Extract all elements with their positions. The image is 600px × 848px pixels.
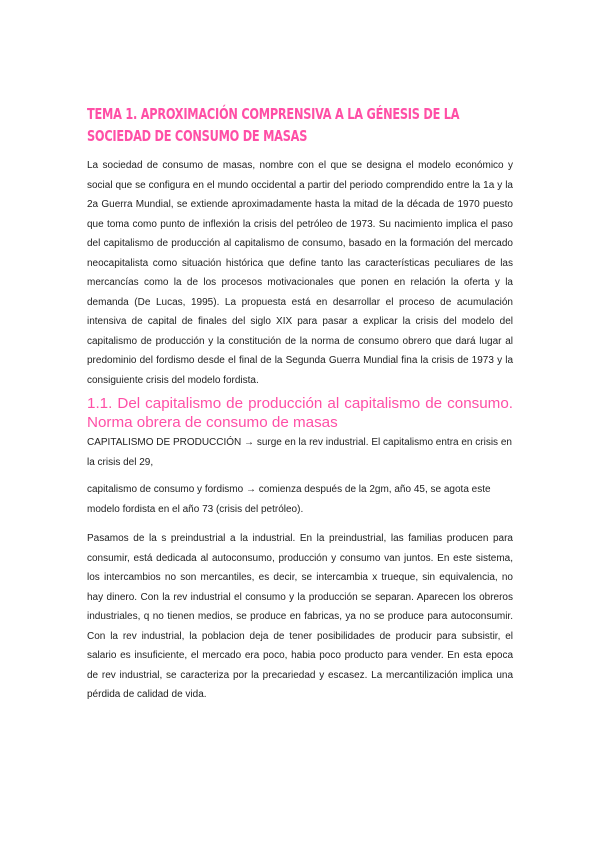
page-content: [87, 103, 513, 705]
paragraph-capitalismo-produccion: CAPITALISMO DE PRODUCCIÓN → surge en la rev industrial. El capitalismo entra en crisis en la crisis del 29,: [87, 437, 512, 468]
section-title: 1.1. Del capitalismo de producción al capitalismo de consumo. Norma obrera de consumo de masas: [87, 395, 513, 431]
paragraph-preindustrial: Pasamos de la s preindustrial a la industrial. En la preindustrial, las familias producen para consumir, está dedicada al autoconsumo, producción y consumo van juntos. En este sistema, los intercambios no son mercantiles, es decir, se intercambia x trueque, sin equivalencia, no hay dinero. Con la rev industrial el consumo y la producción se separan. Aparecen los obreros industriales, q no tienen medios, se produce en fabricas, ya no se produce para autoconsumir. Con la rev industrial, la poblacion deja de tener posibilidades de producir para subsistir, el salario es insuficiente, el mercado era poco, habia poco producto para vender. En esta epoca de rev industrial, se caracteriza por la precariedad y escasez. La mercantilización implica una pérdida de calidad de vida.: [87, 533, 513, 700]
paragraph-capitalismo-consumo: capitalismo de consumo y fordismo → comienza después de la 2gm, año 45, se agota este modelo fordista en el año 73 (crisis del petróleo).: [87, 484, 491, 515]
intro-paragraph: La sociedad de consumo de masas, nombre con el que se designa el modelo económico y social que se configura en el mundo occidental a partir del periodo comprendido entre la 1a y la 2a Guerra Mundial, se extiende aproximadamente hasta la mitad de la década de 1970 puesto que toma como punto de inflexión la crisis del petróleo de 1973. Su nacimiento implica el paso del capitalismo de producción al capitalismo de consumo, basado en la formación del mercado neocapitalista como situación histórica que define tanto las características peculiares de las mercancías como la de los procesos motivacionales que ponen en relación la oferta y la demanda (De Lucas, 1995). La propuesta está en desarrollar el proceso de acumulación intensiva de capital de finales del siglo XIX para pasar a explicar la crisis del modelo del capitalismo de producción y la constitución de la norma de consumo obrero que dará lugar al predominio del fordismo desde el final de la Segunda Guerra Mundial fina la crisis de 1973 y la consiguiente crisis del modelo fordista.: [87, 160, 513, 386]
chapter-title: TEMA 1. APROXIMACIÓN COMPRENSIVA A LA GÉNESIS DE LA SOCIEDAD DE CONSUMO DE MASAS: [87, 105, 460, 145]
